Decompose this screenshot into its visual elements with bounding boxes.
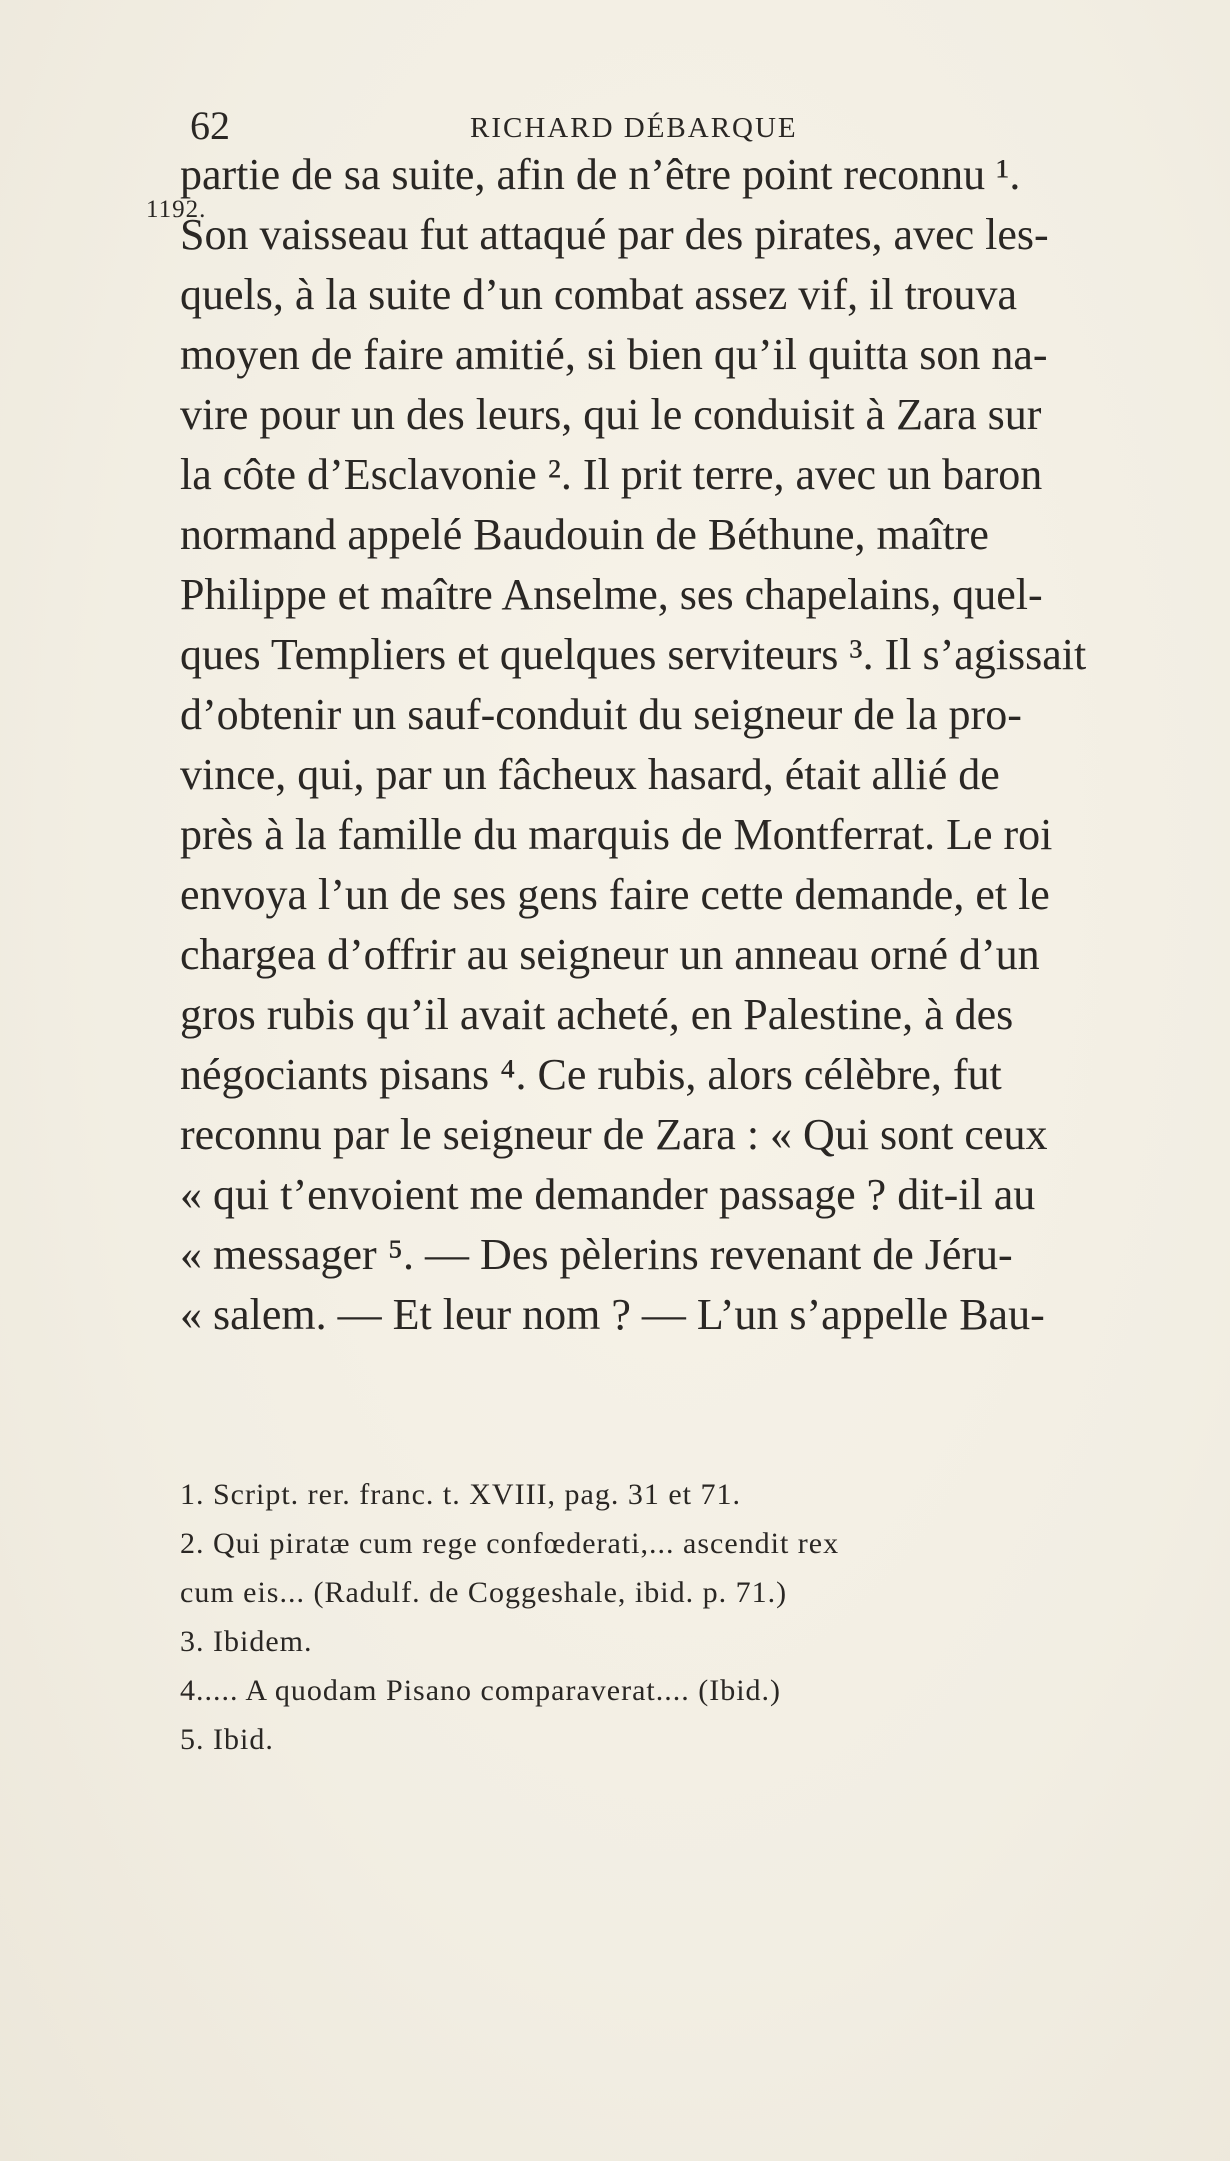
text-line: reconnu par le seigneur de Zara : « Qui sont ceux (180, 1110, 1048, 1159)
body-text (180, 145, 1140, 1345)
footnote-line: 1. Script. rer. franc. t. XVIII, pag. 31 et 71. (180, 1478, 742, 1511)
text-line: envoya l’un de ses gens faire cette demande, et le (180, 870, 1050, 919)
footnote-line: 4..... A quodam Pisano comparaverat.... (Ibid.) (180, 1674, 782, 1707)
margin-year-note: 1192. (146, 196, 207, 223)
footnote-line: 2. Qui piratæ cum rege confœderati,... ascendit rex (180, 1527, 840, 1560)
text-line: « qui t’envoient me demander passage ? dit-il au (180, 1170, 1036, 1219)
text-line: Son vaisseau fut attaqué par des pirates, avec les- (180, 210, 1049, 259)
text-line: chargea d’offrir au seigneur un anneau orné d’un (180, 930, 1040, 979)
text-line: ques Templiers et quelques serviteurs ³. Il s’agissait (180, 630, 1087, 679)
footnote-line: 5. Ibid. (180, 1723, 274, 1756)
text-line: la côte d’Esclavonie ². Il prit terre, avec un baron (180, 450, 1043, 499)
text-line: gros rubis qu’il avait acheté, en Palestine, à des (180, 990, 1014, 1039)
text-line: « salem. — Et leur nom ? — L’un s’appelle Bau- (180, 1290, 1045, 1339)
text-line: Philippe et maître Anselme, ses chapelains, quel- (180, 570, 1043, 619)
text-line: quels, à la suite d’un combat assez vif, il trouva (180, 270, 1017, 319)
footnote-line: cum eis... (Radulf. de Coggeshale, ibid. p. 71.) (180, 1576, 788, 1609)
text-line: négociants pisans ⁴. Ce rubis, alors célèbre, fut (180, 1050, 1002, 1099)
footnotes (180, 1470, 1140, 1764)
text-line: d’obtenir un sauf-conduit du seigneur de la pro- (180, 690, 1022, 739)
text-line: vire pour un des leurs, qui le conduisit à Zara sur (180, 390, 1042, 439)
text-line: moyen de faire amitié, si bien qu’il quitta son na- (180, 330, 1048, 379)
page-number: 62 (190, 103, 230, 148)
text-line: près à la famille du marquis de Montferrat. Le roi (180, 810, 1053, 859)
text-line: partie de sa suite, afin de n’être point reconnu ¹. (180, 150, 1021, 199)
text-line: vince, qui, par un fâcheux hasard, était allié de (180, 750, 1000, 799)
running-title: RICHARD DÉBARQUE (470, 112, 798, 144)
footnote-line: 3. Ibidem. (180, 1625, 313, 1658)
text-line: normand appelé Baudouin de Béthune, maître (180, 510, 989, 559)
text-line: « messager ⁵. — Des pèlerins revenant de Jéru- (180, 1230, 1013, 1279)
